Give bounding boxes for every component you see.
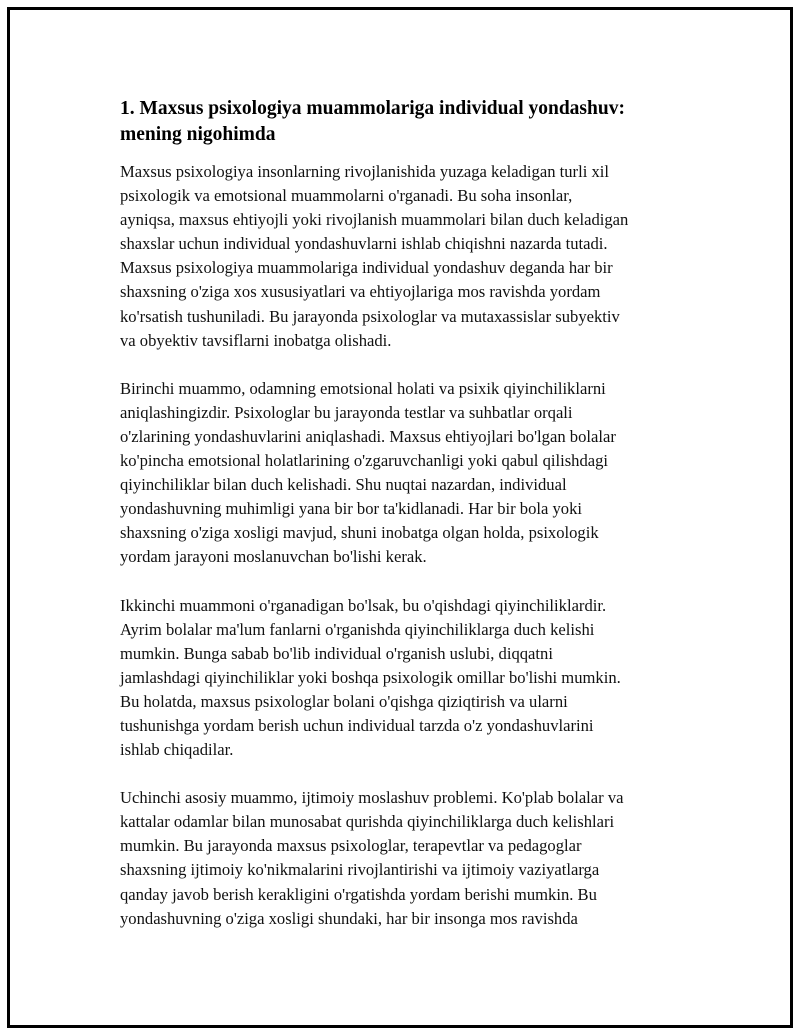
text-line: psixologik va emotsional muammolarni o'rganadi. Bu soha insonlar, bbox=[120, 186, 573, 206]
text-line: shaxsning o'ziga xos xususiyatlari va ehtiyojlariga mos ravishda yordam bbox=[120, 282, 601, 302]
text-line: aniqlashingizdir. Psixologlar bu jarayonda testlar va suhbatlar orqali bbox=[120, 402, 573, 422]
text-line: Ikkinchi muammoni o'rganadigan bo'lsak, bu o'qishdagi qiyinchiliklardir. bbox=[120, 595, 607, 615]
text-line: Bu holatda, maxsus psixologlar bolani o'qishga qiziqtirish va ularni bbox=[120, 691, 568, 711]
document-body bbox=[120, 96, 700, 955]
text-line: Ayrim bolalar ma'lum fanlarni o'rganishda qiyinchiliklarga duch kelishi bbox=[120, 619, 595, 639]
text-line: shaxsning o'ziga xosligi mavjud, shuni inobatga olgan holda, psixologik bbox=[120, 523, 599, 543]
text-line: shaxsning ijtimoiy ko'nikmalarini rivojlantirishi va ijtimoiy vaziyatlarga bbox=[120, 860, 600, 880]
text-line: mumkin. Bu jarayonda maxsus psixologlar, terapevtlar va pedagoglar bbox=[120, 836, 582, 856]
text-line: Maxsus psixologiya insonlarning rivojlanishida yuzaga keladigan turli xil bbox=[120, 162, 609, 181]
page-border bbox=[7, 7, 793, 1028]
text-line: shaxslar uchun individual yondashuvlarni ishlab chiqishni nazarda tutadi. bbox=[120, 234, 608, 254]
text-line: qiyinchiliklar bilan duch kelishadi. Shu nuqtai nazardan, individual bbox=[120, 475, 567, 495]
text-line: ko'rsatish tushuniladi. Bu jarayonda psixologlar va mutaxassislar subyektiv bbox=[120, 306, 620, 326]
text-line: jamlashdagi qiyinchiliklar yoki boshqa psixologik omillar bo'lishi mumkin. bbox=[120, 667, 621, 687]
paragraph-intro bbox=[120, 160, 700, 353]
text-line: kattalar odamlar bilan munosabat qurishda qiyinchiliklarga duch kelishlari bbox=[120, 812, 615, 832]
text-line: Uchinchi asosiy muammo, ijtimoiy moslashuv problemi. Ko'plab bolalar va bbox=[120, 788, 624, 808]
title-line: 1. Maxsus psixologiya muammolariga individual yondashuv: bbox=[120, 98, 625, 119]
text-line: ko'pincha emotsional holatlarining o'zgaruvchanligi yoki qabul qilishdagi bbox=[120, 451, 609, 471]
paragraph-third-problem bbox=[120, 786, 700, 931]
text-line: yondashuvning o'ziga xosligi shundaki, har bir insonga mos ravishda bbox=[120, 908, 578, 928]
paragraph-second-problem bbox=[120, 594, 700, 763]
text-line: Maxsus psixologiya muammolariga individual yondashuv deganda har bir bbox=[120, 258, 613, 278]
text-line: yondashuvning muhimligi yana bir bor ta'kidlanadi. Har bir bola yoki bbox=[120, 499, 582, 519]
text-line: Birinchi muammo, odamning emotsional holati va psixik qiyinchiliklarni bbox=[120, 378, 606, 398]
paragraph-first-problem bbox=[120, 377, 700, 570]
text-line: o'zlarining yondashuvlarini aniqlashadi. Maxsus ehtiyojlari bo'lgan bolalar bbox=[120, 426, 616, 446]
text-line: va obyektiv tavsiflarni inobatga olishadi. bbox=[120, 330, 392, 350]
text-line: ayniqsa, maxsus ehtiyojli yoki rivojlanish muammolari bilan duch keladigan bbox=[120, 210, 629, 230]
title-line: mening nigohimda bbox=[120, 124, 276, 145]
text-line: qanday javob berish kerakligini o'rgatishda yordam berishi mumkin. Bu bbox=[120, 884, 597, 904]
text-line: ishlab chiqadilar. bbox=[120, 740, 234, 760]
text-line: mumkin. Bunga sabab bo'lib individual o'rganish uslubi, diqqatni bbox=[120, 643, 553, 663]
text-line: yordam jarayoni moslanuvchan bo'lishi kerak. bbox=[120, 547, 427, 567]
page-title bbox=[120, 96, 700, 148]
text-line: tushunishga yordam berish uchun individual tarzda o'z yondashuvlarini bbox=[120, 715, 594, 735]
